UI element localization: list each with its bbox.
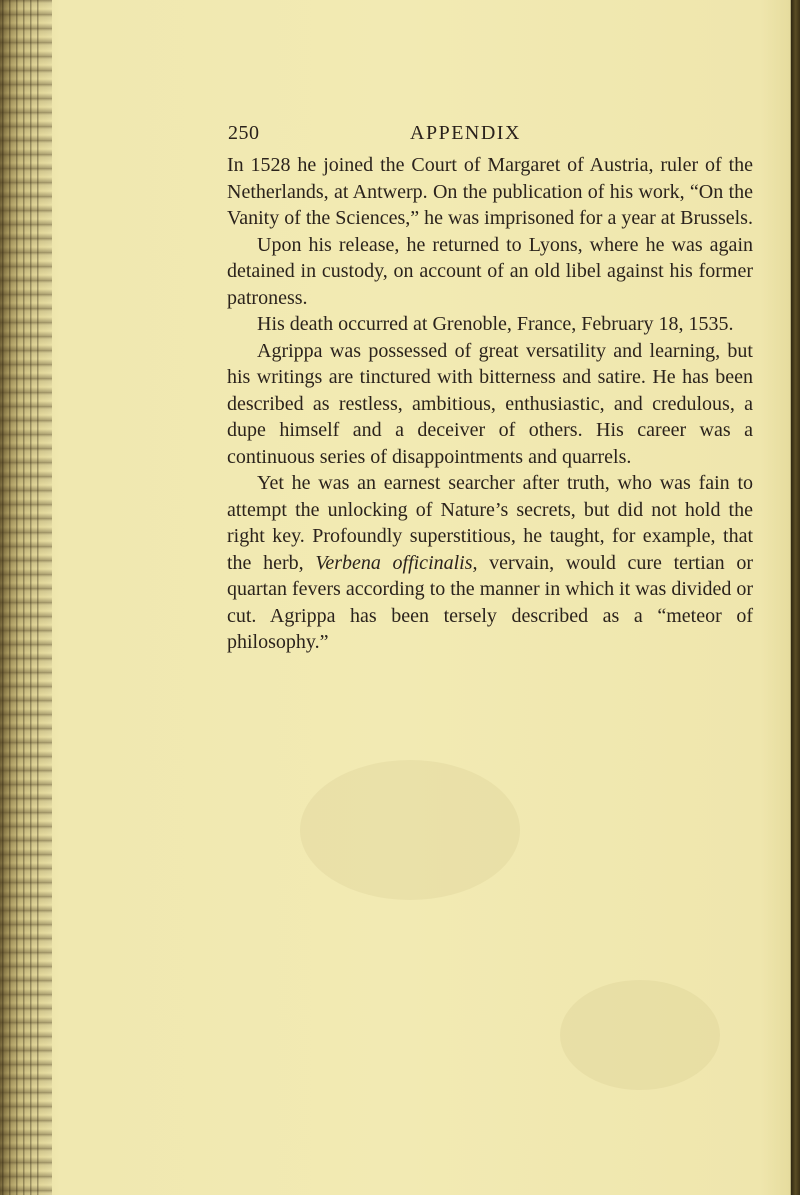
paragraph <box>227 311 753 338</box>
paragraph-text: Yet he was an earnest searcher after truth, who was fain to attempt the unlocking of Nature’s secrets, but did not hold the right key. Profoundly superstitious, he taught, for example, that the herb, <box>227 472 753 574</box>
paragraph <box>227 338 753 471</box>
page-edge-shadow <box>791 0 800 1195</box>
paragraph-text: His death occurred at Grenoble, France, February 18, 1535. <box>257 313 734 335</box>
paragraph-text: Upon his release, he returned to Lyons, where he was again detained in custody, on account of an old libel against his former patroness. <box>227 233 753 309</box>
paragraph-text: vervain, would cure tertian or quartan fevers according to the manner in which it was divided or cut. Agrippa has been tersely described as a “meteor of philosophy.” <box>227 551 753 653</box>
page-number: 250 <box>228 122 260 144</box>
paragraph-text: Agrippa was possessed of great versatility and learning, but his writings are tinctured with bitterness and satire. He has been described as restless, ambitious, enthusiastic, and credulous, a dupe himself and a deceiver of others. His career was a continuous series of disappointments and quarrels. <box>227 339 753 468</box>
paper-stain <box>300 760 520 900</box>
page-header <box>228 122 558 150</box>
paragraph <box>227 152 753 232</box>
running-head: APPENDIX <box>410 122 521 144</box>
paragraph <box>227 232 753 312</box>
paper-stain <box>560 980 720 1090</box>
paragraph-text: In 1528 he joined the Court of Margaret of Austria, ruler of the Netherlands, at Antwerp. On the publication of his work, “On the Vanity of the Sciences,” he was imprisoned for a year at Brussels. <box>227 154 753 229</box>
paragraph <box>227 470 753 656</box>
binding-texture <box>2 0 42 1195</box>
body-text <box>227 152 753 656</box>
italic-species-name: Verbena officinalis, <box>315 551 478 574</box>
